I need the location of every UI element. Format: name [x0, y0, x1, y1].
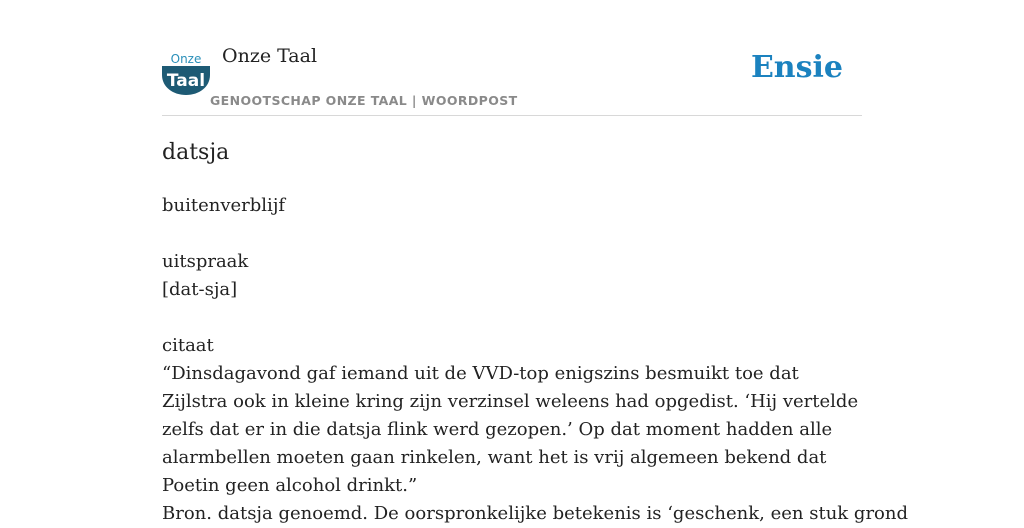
entry-definition: buitenverblijf	[162, 195, 286, 216]
site-subtitle: GENOOTSCHAP ONZE TAAL | WOORDPOST	[210, 93, 518, 108]
logo-text-top: Onze	[170, 52, 202, 66]
header	[162, 0, 862, 116]
quote-text: “Dinsdagavond gaf iemand uit de VVD-top enigszins besmuikt toe dat Zijlstra ook in kleine kring zijn verzinsel weleens had opgedist. ‘Hij vertelde zelfs dat er in die datsja flink werd gezopen.’ Op dat moment hadden alle alarmbellen moeten gaan rinkelen, want het is vrij algemeen bekend dat Poetin geen alcohol drinkt.”	[162, 363, 859, 496]
logo-text-bottom: Taal	[166, 71, 206, 91]
onze-taal-logo[interactable]	[162, 51, 210, 95]
content-container	[162, 0, 909, 524]
pronunciation-value: [dat-sja]	[162, 279, 238, 300]
quote-label: citaat	[162, 335, 214, 356]
ensie-brand-logo[interactable]: Ensie	[750, 50, 843, 85]
entry-title: datsja	[162, 140, 230, 165]
pronunciation-label: uitspraak	[162, 251, 249, 272]
spacer	[162, 304, 862, 332]
spacer	[162, 220, 862, 248]
site-name[interactable]: Onze Taal	[222, 45, 318, 67]
entry-body	[162, 192, 909, 528]
entry-next-line: Bron. datsja genoemd. De oorspronkelijke betekenis is ‘geschenk, een stuk grond	[162, 503, 909, 524]
